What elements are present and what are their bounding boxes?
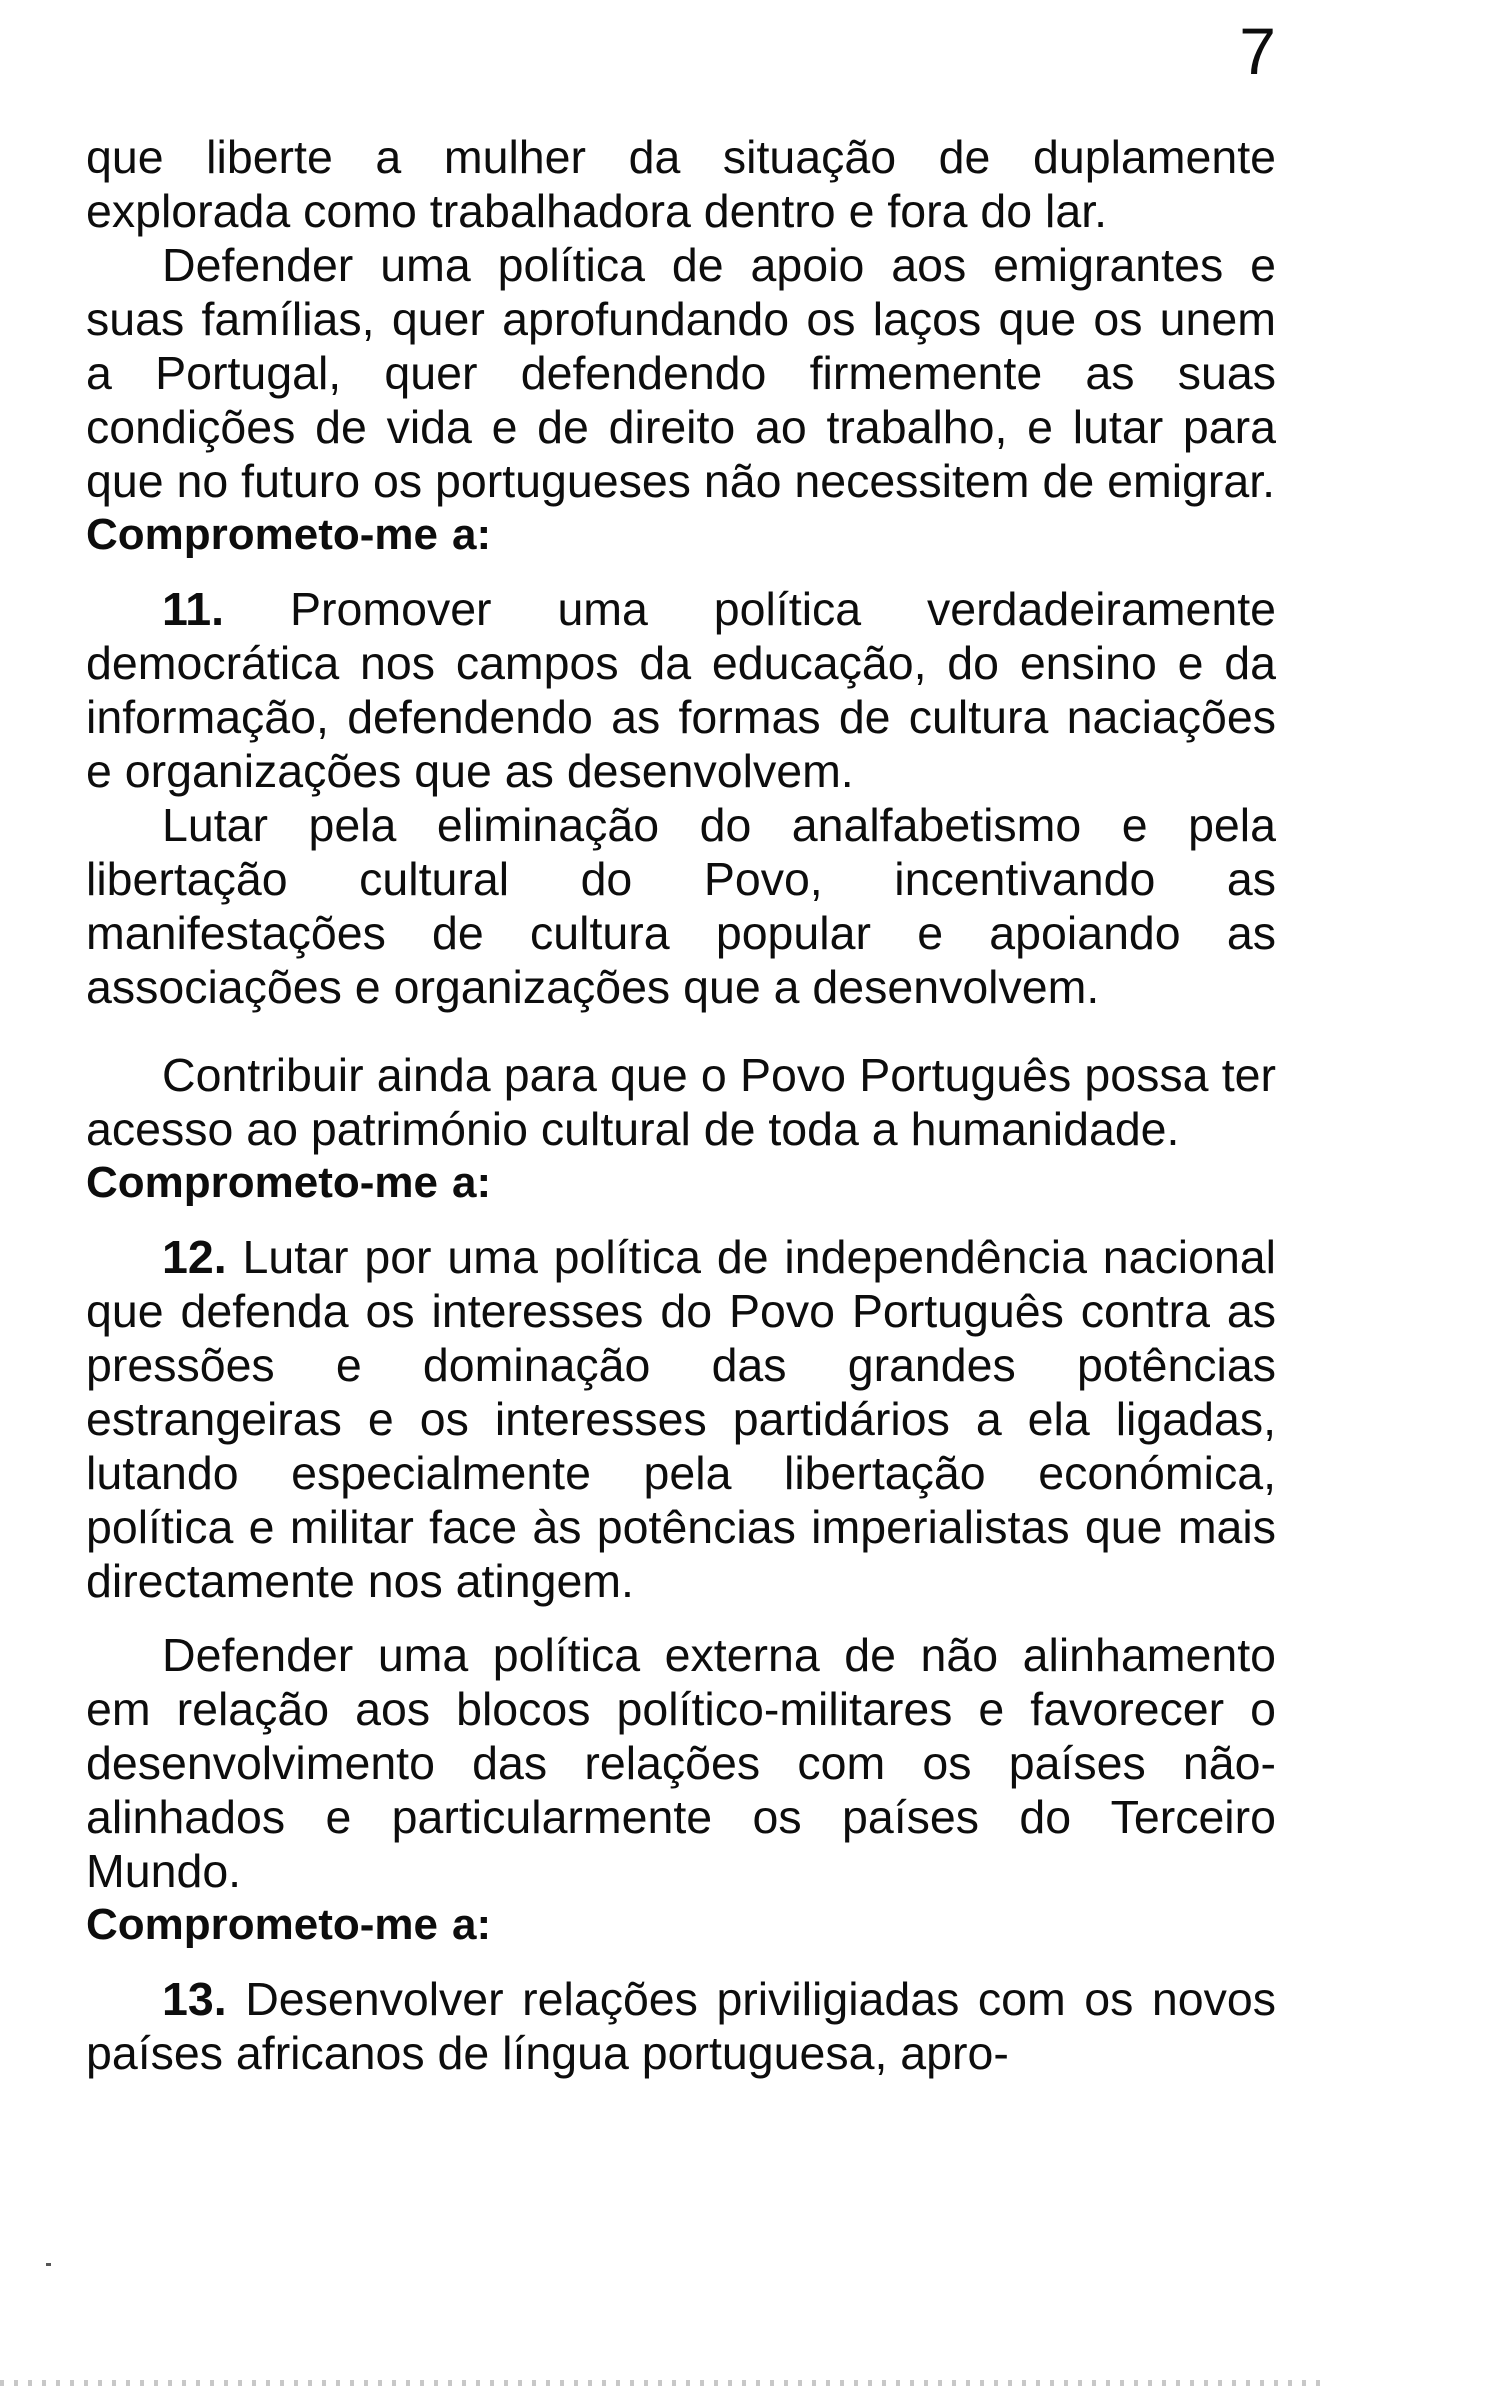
heading-text: Comprometo-me bbox=[86, 1900, 439, 1949]
scan-artifact-dot bbox=[46, 2263, 51, 2266]
paragraph-continuation: que liberte a mulher da situação de duplamente explorada como trabalhadora dentro e fora do lar. bbox=[86, 131, 1276, 237]
heading-text: Comprometo-me bbox=[86, 510, 439, 559]
paragraph-literacy: Lutar pela eliminação do analfabetismo e pela libertação cultural do Povo, incentivando as manifestações de cultura popular e apoiando as associações e organizações que a desenvolvem. bbox=[86, 799, 1276, 1013]
commitment-item-11 bbox=[86, 582, 1276, 798]
item-number: 11. bbox=[162, 583, 225, 635]
item-text: Promover uma política verdadeiramente democrática nos campos da educação, do ensino e da informação, defendendo as formas de cultura naciações e organizações que as desenvolvem. bbox=[86, 583, 1276, 797]
section-heading-1 bbox=[86, 508, 1276, 562]
item-text: Lutar por uma política de independência nacional que defenda os interesses do Povo Português contra as pressões e dominação das grandes potências estrangeiras e os interesses partidários a ela ligadas, lutando especialmente pela libertação económica, política e militar face às potências imperialistas que mais directamente nos atingem. bbox=[86, 1231, 1276, 1607]
item-text: Desenvolver relações priviligiadas com os novos países africanos de língua portuguesa, apro- bbox=[86, 1973, 1277, 2079]
paragraph-heritage: Contribuir ainda para que o Povo Português possa ter acesso ao património cultural de toda a humanidade. bbox=[86, 1049, 1276, 1155]
commitment-item-13 bbox=[86, 1972, 1276, 2080]
heading-colon: a: bbox=[452, 1158, 492, 1207]
heading-colon: a: bbox=[452, 510, 492, 559]
paragraph-emigrants: Defender uma política de apoio aos emigrantes e suas famílias, quer aprofundando os laços que os unem a Portugal, quer defendendo firmemente as suas condições de vida e de direito ao trabalho, e lutar para que no futuro os portugueses não necessitem de emigrar. bbox=[86, 239, 1276, 507]
paragraph-foreign-policy: Defender uma política externa de não alinhamento em relação aos blocos político-militares e favorecer o desenvolvimento das relações com os países não-alinhados e particularmente os países do Terceiro Mundo. bbox=[86, 1629, 1276, 1897]
page-number: 7 bbox=[1239, 14, 1276, 88]
section-heading-3 bbox=[86, 1898, 1276, 1952]
item-number: 13. bbox=[162, 1973, 227, 2025]
commitment-item-12 bbox=[86, 1230, 1276, 1608]
scan-artifact-strip bbox=[0, 2380, 1330, 2386]
item-number: 12. bbox=[162, 1231, 227, 1283]
heading-text: Comprometo-me bbox=[86, 1158, 439, 1207]
section-heading-2 bbox=[86, 1156, 1276, 1210]
heading-colon: a: bbox=[452, 1900, 492, 1949]
text-column bbox=[86, 130, 1276, 2080]
